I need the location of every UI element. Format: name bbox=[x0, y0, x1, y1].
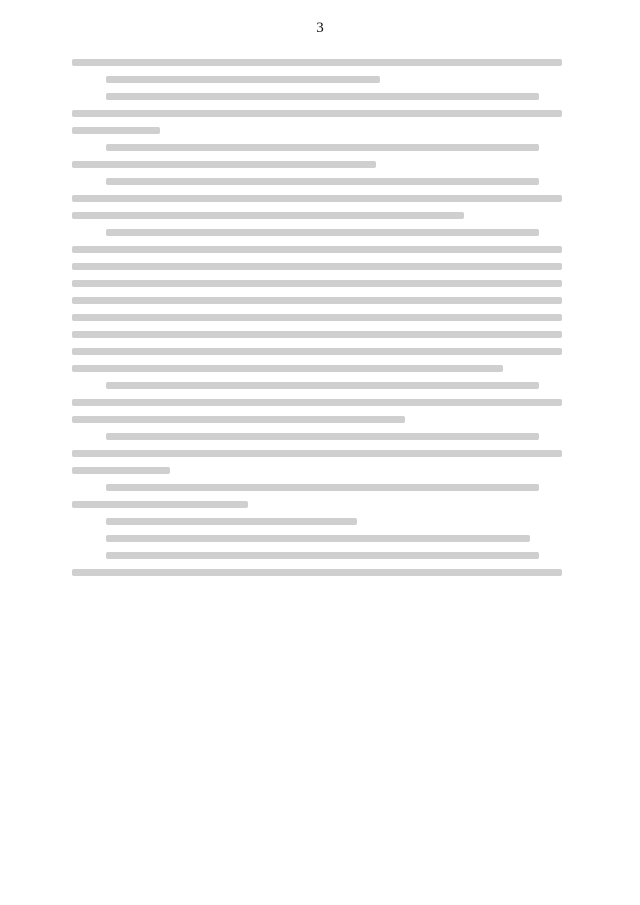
text-line bbox=[72, 467, 170, 474]
paragraph bbox=[72, 144, 562, 168]
paragraph bbox=[72, 229, 562, 372]
paragraph bbox=[72, 76, 562, 83]
text-line bbox=[72, 110, 562, 117]
paragraph bbox=[72, 484, 562, 508]
text-line bbox=[106, 552, 539, 559]
paragraph bbox=[72, 178, 562, 219]
text-line bbox=[106, 229, 539, 236]
text-line bbox=[72, 416, 405, 423]
text-line bbox=[72, 569, 562, 576]
text-line bbox=[72, 501, 248, 508]
text-line bbox=[72, 450, 562, 457]
text-line bbox=[72, 59, 562, 66]
text-line bbox=[106, 518, 357, 525]
text-line bbox=[72, 314, 562, 321]
page-number: 3 bbox=[316, 20, 324, 36]
text-line bbox=[72, 195, 562, 202]
paragraph bbox=[72, 382, 562, 423]
text-line bbox=[72, 280, 562, 287]
paragraph bbox=[72, 93, 562, 134]
text-line bbox=[72, 399, 562, 406]
paragraph bbox=[72, 552, 562, 576]
text-line bbox=[72, 246, 562, 253]
text-line bbox=[106, 433, 539, 440]
text-line bbox=[72, 348, 562, 355]
paragraph bbox=[72, 433, 562, 474]
body-text bbox=[72, 50, 562, 586]
text-line bbox=[72, 127, 160, 134]
text-line bbox=[72, 263, 562, 270]
text-line bbox=[106, 93, 539, 100]
text-line bbox=[106, 382, 539, 389]
text-line bbox=[106, 76, 380, 83]
text-line bbox=[72, 331, 562, 338]
text-line bbox=[106, 144, 539, 151]
paragraph bbox=[72, 59, 562, 66]
text-line bbox=[72, 212, 464, 219]
paragraph bbox=[72, 535, 562, 542]
text-line bbox=[106, 535, 530, 542]
text-line bbox=[72, 365, 503, 372]
text-line bbox=[72, 297, 562, 304]
text-line bbox=[106, 178, 539, 185]
text-line bbox=[72, 161, 376, 168]
paragraph bbox=[72, 518, 562, 525]
text-line bbox=[106, 484, 539, 491]
